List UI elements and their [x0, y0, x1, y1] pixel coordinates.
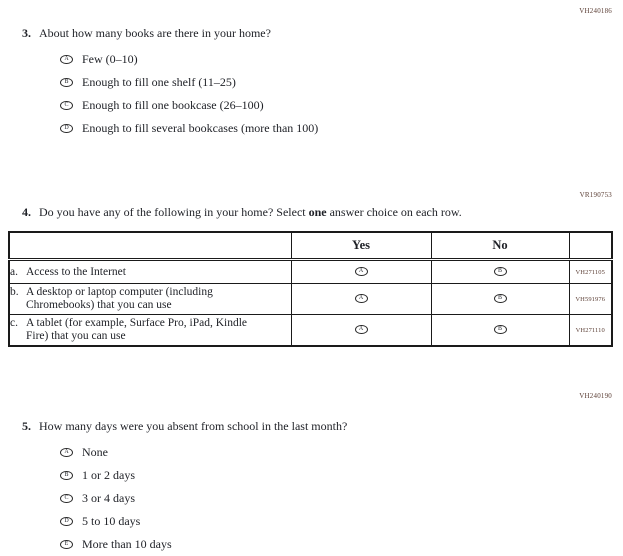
header-yes: Yes	[291, 232, 431, 260]
answer-bubble-c-icon[interactable]: C	[60, 494, 73, 504]
answer-bubble-b-icon[interactable]: B	[60, 471, 73, 481]
option-row-1-or-2-days[interactable]	[60, 464, 347, 487]
no-cell[interactable]	[431, 260, 569, 284]
option-label: 1 or 2 days	[82, 468, 135, 482]
table-row-computer	[9, 284, 612, 315]
option-label: More than 10 days	[82, 537, 172, 551]
header-blank-code	[569, 232, 612, 260]
table-row-internet	[9, 260, 612, 284]
row-letter: c.	[10, 317, 18, 329]
item-code-q5: VH240190	[579, 392, 612, 400]
option-row-none[interactable]	[60, 441, 347, 464]
option-label: 5 to 10 days	[82, 514, 141, 528]
answer-bubble-a-icon[interactable]: A	[60, 55, 73, 65]
question-number: 4.	[22, 205, 31, 219]
item-code-q4: VR190753	[579, 191, 612, 199]
header-blank	[9, 232, 291, 260]
row-letter: a.	[10, 265, 18, 278]
answer-bubble-no-icon[interactable]: B	[494, 294, 507, 304]
question-text-before: Do you have any of the following in your home? Select	[39, 205, 309, 219]
question-4-title	[22, 205, 462, 220]
yes-cell[interactable]	[291, 260, 431, 284]
no-cell[interactable]	[431, 315, 569, 347]
question-4	[22, 205, 462, 220]
question-3-title	[22, 26, 318, 41]
question-3	[22, 26, 318, 140]
question-5-options	[60, 441, 347, 556]
table-header-row	[9, 232, 612, 260]
row-stem-text: A desktop or laptop computer (including Chromebooks) that you can use	[26, 286, 213, 311]
row-stem-text: A tablet (for example, Surface Pro, iPad, Kindle Fire) that you can use	[26, 317, 247, 342]
answer-bubble-yes-icon[interactable]: A	[355, 325, 368, 335]
yes-cell[interactable]	[291, 284, 431, 315]
row-stem	[9, 260, 291, 284]
item-code-q3: VH240186	[579, 7, 612, 15]
row-item-code: VH271105	[569, 260, 612, 284]
row-stem	[9, 315, 291, 347]
answer-bubble-c-icon[interactable]: C	[60, 101, 73, 111]
question-3-options	[60, 48, 318, 140]
option-row-one-shelf[interactable]	[60, 71, 318, 94]
option-row-one-bookcase[interactable]	[60, 94, 318, 117]
answer-bubble-no-icon[interactable]: B	[494, 267, 507, 277]
yes-no-answer-table	[8, 231, 613, 347]
answer-bubble-a-icon[interactable]: A	[60, 448, 73, 458]
row-letter: b.	[10, 286, 19, 298]
answer-bubble-d-icon[interactable]: D	[60, 124, 73, 134]
yes-cell[interactable]	[291, 315, 431, 347]
row-item-code: VH591976	[569, 284, 612, 315]
option-label: None	[82, 445, 108, 459]
question-text-bold: one	[308, 205, 327, 219]
question-text	[39, 205, 462, 220]
option-label: Enough to fill several bookcases (more than 100)	[82, 121, 319, 135]
answer-bubble-no-icon[interactable]: B	[494, 325, 507, 335]
option-row-more-than-10-days[interactable]	[60, 533, 347, 556]
option-row-several-bookcases[interactable]	[60, 117, 318, 140]
no-cell[interactable]	[431, 284, 569, 315]
table-row-tablet	[9, 315, 612, 347]
row-stem	[9, 284, 291, 315]
option-label: Enough to fill one bookcase (26–100)	[82, 98, 264, 112]
header-no: No	[431, 232, 569, 260]
row-item-code: VH271110	[569, 315, 612, 347]
question-text: About how many books are there in your home?	[39, 26, 271, 40]
option-row-few[interactable]	[60, 48, 318, 71]
question-text-after: answer choice on each row.	[326, 205, 462, 219]
answer-bubble-yes-icon[interactable]: A	[355, 267, 368, 277]
answer-bubble-yes-icon[interactable]: A	[355, 294, 368, 304]
option-row-5-to-10-days[interactable]	[60, 510, 347, 533]
question-5	[22, 419, 347, 556]
option-label: 3 or 4 days	[82, 491, 135, 505]
row-stem-text: Access to the Internet	[26, 265, 126, 278]
question-5-title	[22, 419, 347, 434]
question-number: 5.	[22, 419, 31, 433]
answer-bubble-e-icon[interactable]: E	[60, 540, 73, 550]
option-label: Enough to fill one shelf (11–25)	[82, 75, 236, 89]
question-number: 3.	[22, 26, 31, 40]
option-label: Few (0–10)	[82, 52, 138, 66]
answer-bubble-d-icon[interactable]: D	[60, 517, 73, 527]
option-row-3-or-4-days[interactable]	[60, 487, 347, 510]
answer-bubble-b-icon[interactable]: B	[60, 78, 73, 88]
question-text: How many days were you absent from school in the last month?	[39, 419, 348, 433]
